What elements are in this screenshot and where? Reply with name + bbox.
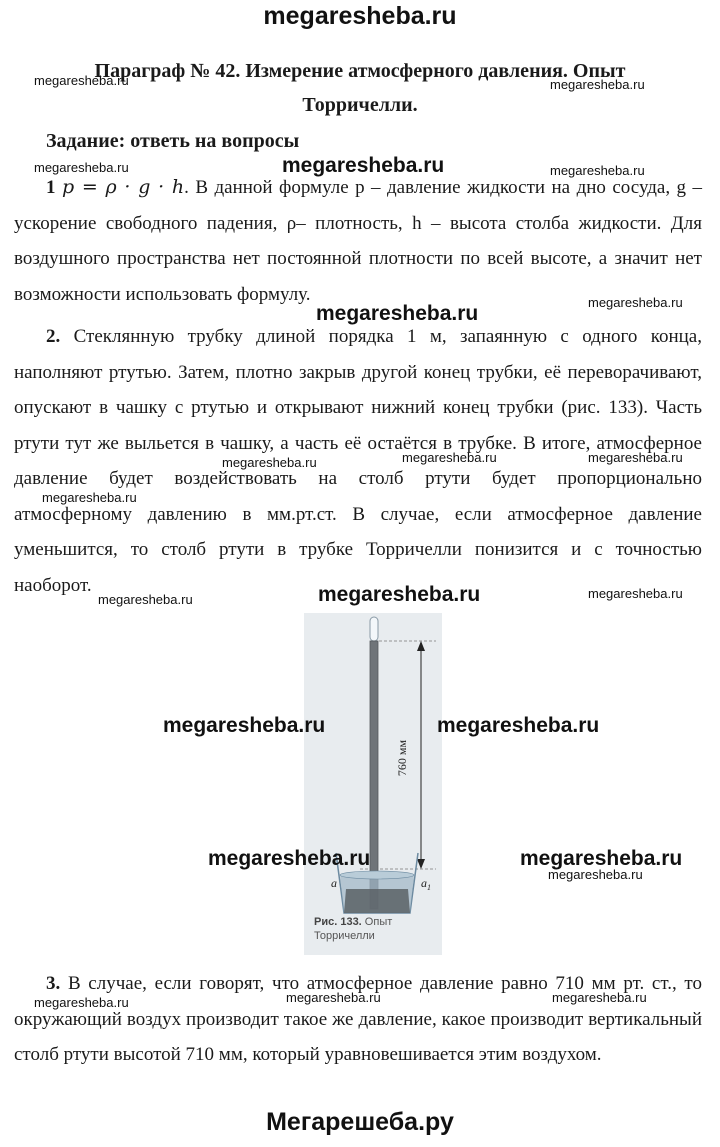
- watermark-large: megaresheba.ru: [437, 714, 600, 737]
- watermark-large: megaresheba.ru: [282, 154, 445, 177]
- answer-1-formula: p = ρ · g · h: [61, 176, 185, 198]
- watermark: megaresheba.ru: [34, 73, 129, 88]
- watermark: megaresheba.ru: [222, 455, 317, 470]
- label-a: a: [331, 876, 337, 890]
- watermark: megaresheba.ru: [402, 450, 497, 465]
- watermark: megaresheba.ru: [588, 586, 683, 601]
- site-header: megaresheba.ru: [263, 2, 457, 30]
- watermark: megaresheba.ru: [34, 995, 129, 1010]
- answer-2-number: 2.: [46, 326, 61, 347]
- watermark: megaresheba.ru: [286, 990, 381, 1005]
- watermark: megaresheba.ru: [550, 163, 645, 178]
- answer-3: [14, 966, 702, 1073]
- figure-caption-number: Рис. 133.: [314, 916, 362, 928]
- torricelli-illustration: [304, 613, 442, 955]
- watermark-large: megaresheba.ru: [520, 847, 683, 870]
- answer-1-number: 1: [46, 177, 56, 198]
- watermark: megaresheba.ru: [98, 592, 193, 607]
- watermark: megaresheba.ru: [588, 450, 683, 465]
- paragraph-title-line2: Торричелли.: [302, 94, 418, 116]
- answer-1: [14, 170, 702, 312]
- answer-2-text: Стеклянную трубку длиной порядка 1 м, запаянную с одного конца, наполняют ртутью. Затем, плотно закрыв другой конец трубки, её переворачивают, опускают в чашку с ртутью и открывают нижний конец трубки (рис. 133). Часть ртути тут же выльется в чашку, а часть её остаётся в трубке. В итоге, атмосферное давление будет воздействовать на столб ртути будет пропорционально атмосферному давлению в мм.рт.ст. В случае, если атмосферное давление уменьшится, то столб ртути в трубке Торричелли понизится и с точностью наоборот.: [14, 326, 702, 596]
- figure-caption: [314, 915, 392, 943]
- site-footer: Мегарешеба.ру: [266, 1108, 454, 1136]
- watermark: megaresheba.ru: [34, 160, 129, 175]
- watermark: megaresheba.ru: [552, 990, 647, 1005]
- watermark: megaresheba.ru: [548, 867, 643, 882]
- watermark: megaresheba.ru: [550, 77, 645, 92]
- watermark-large: megaresheba.ru: [163, 714, 326, 737]
- paragraph-title-line1: Параграф № 42. Измерение атмосферного давления. Опыт: [94, 60, 626, 82]
- watermark: megaresheba.ru: [42, 490, 137, 505]
- task-heading: Задание: ответь на вопросы: [46, 130, 300, 152]
- figure-caption-line2: Торричелли: [314, 930, 375, 942]
- torricelli-figure: [304, 613, 442, 955]
- watermark: megaresheba.ru: [588, 295, 683, 310]
- watermark-large: megaresheba.ru: [318, 583, 481, 606]
- height-label: 760 мм: [395, 739, 409, 777]
- watermark-large: megaresheba.ru: [208, 847, 371, 870]
- label-a1: $a_1$: [421, 876, 431, 892]
- watermark-large: megaresheba.ru: [316, 302, 479, 325]
- answer-3-number: 3.: [46, 973, 61, 994]
- answer-1-text: . В данной формуле р – давление жидкости на дно сосуда, g – ускорение свободного падения, ρ– плотность, h – высота столба жидкости. Для воздушного пространства нет постоянной плотности по всей высоте, а значит нет возможности использовать формулу.: [14, 177, 703, 305]
- figure-caption-rest: Опыт: [361, 916, 393, 928]
- answer-3-text: В случае, если говорят, что атмосферное давление равно 710 мм рт. ст., то окружающий воздух производит такое же давление, какое производит вертикальный столб ртути высотой 710 мм, который уравновешивается этим воздухом.: [14, 973, 702, 1065]
